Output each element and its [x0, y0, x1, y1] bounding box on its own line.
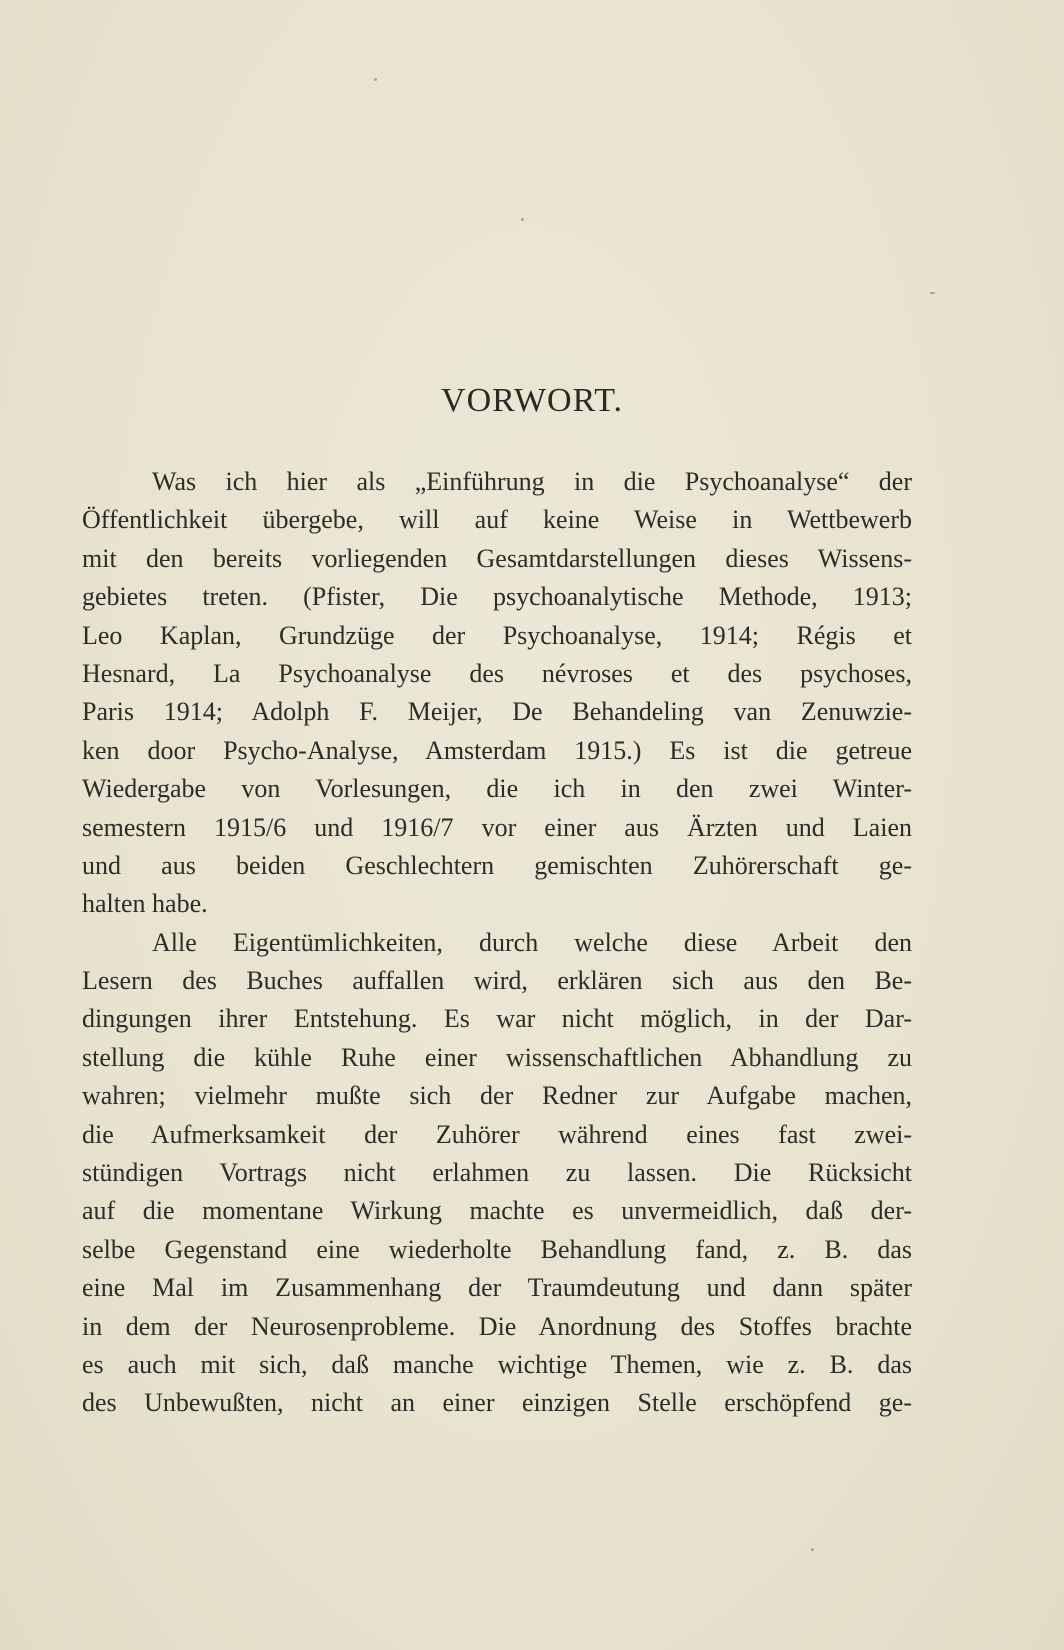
text-line: Leo Kaplan, Grundzüge der Psychoanalyse, 1914; Régis et: [82, 620, 912, 650]
text-line: halten habe.: [82, 889, 208, 919]
text-line: und aus beiden Geschlechtern gemischten Zuhörerschaft ge-: [82, 850, 912, 880]
text-line: eine Mal im Zusammenhang der Traumdeutung und dann später: [82, 1273, 912, 1303]
text-line: mit den bereits vorliegenden Gesamtdarstellungen dieses Wissens-: [82, 543, 912, 573]
text-line: es auch mit sich, daß manche wichtige Themen, wie z. B. das: [82, 1349, 912, 1379]
text-line: Hesnard, La Psychoanalyse des névroses et des psychoses,: [82, 658, 912, 688]
text-line: semestern 1915/6 und 1916/7 vor einer aus Ärzten und Laien: [82, 812, 912, 842]
text-line: dingungen ihrer Entstehung. Es war nicht möglich, in der Dar-: [82, 1004, 912, 1034]
body-text: [82, 463, 912, 1423]
paper-speck: [930, 292, 935, 294]
paper-speck: [374, 78, 377, 81]
text-line: des Unbewußten, nicht an einer einzigen Stelle erschöpfend ge-: [82, 1388, 912, 1418]
text-line: Lesern des Buches auffallen wird, erklären sich aus den Be-: [82, 966, 912, 996]
text-line: gebietes treten. (Pfister, Die psychoanalytische Methode, 1913;: [82, 582, 912, 612]
text-line: wahren; vielmehr mußte sich der Redner zur Aufgabe machen,: [82, 1081, 912, 1111]
paper-speck: [811, 1548, 814, 1551]
text-line: in dem der Neurosenprobleme. Die Anordnung des Stoffes brachte: [82, 1311, 912, 1341]
text-line: ken door Psycho-Analyse, Amsterdam 1915.) Es ist die getreue: [82, 735, 912, 765]
text-line: stellung die kühle Ruhe einer wissenschaftlichen Abhandlung zu: [82, 1042, 912, 1072]
text-line: stündigen Vortrags nicht erlahmen zu lassen. Die Rücksicht: [82, 1158, 912, 1188]
text-line: die Aufmerksamkeit der Zuhörer während eines fast zwei-: [82, 1119, 912, 1149]
text-line: auf die momentane Wirkung machte es unvermeidlich, daß der-: [82, 1196, 912, 1226]
page-title: VORWORT.: [441, 382, 623, 419]
text-line: Wiedergabe von Vorlesungen, die ich in den zwei Winter-: [82, 774, 912, 804]
text-line: Was ich hier als „Einführung in die Psychoanalyse“ der: [152, 467, 912, 496]
text-line: Öffentlichkeit übergebe, will auf keine Weise in Wettbewerb: [82, 505, 912, 535]
text-line: Paris 1914; Adolph F. Meijer, De Behandeling van Zenuwzie-: [82, 697, 912, 727]
text-line: selbe Gegenstand eine wiederholte Behandlung fand, z. B. das: [82, 1234, 912, 1264]
paper-speck: [521, 218, 524, 221]
text-line: Alle Eigentümlichkeiten, durch welche diese Arbeit den: [152, 927, 912, 957]
